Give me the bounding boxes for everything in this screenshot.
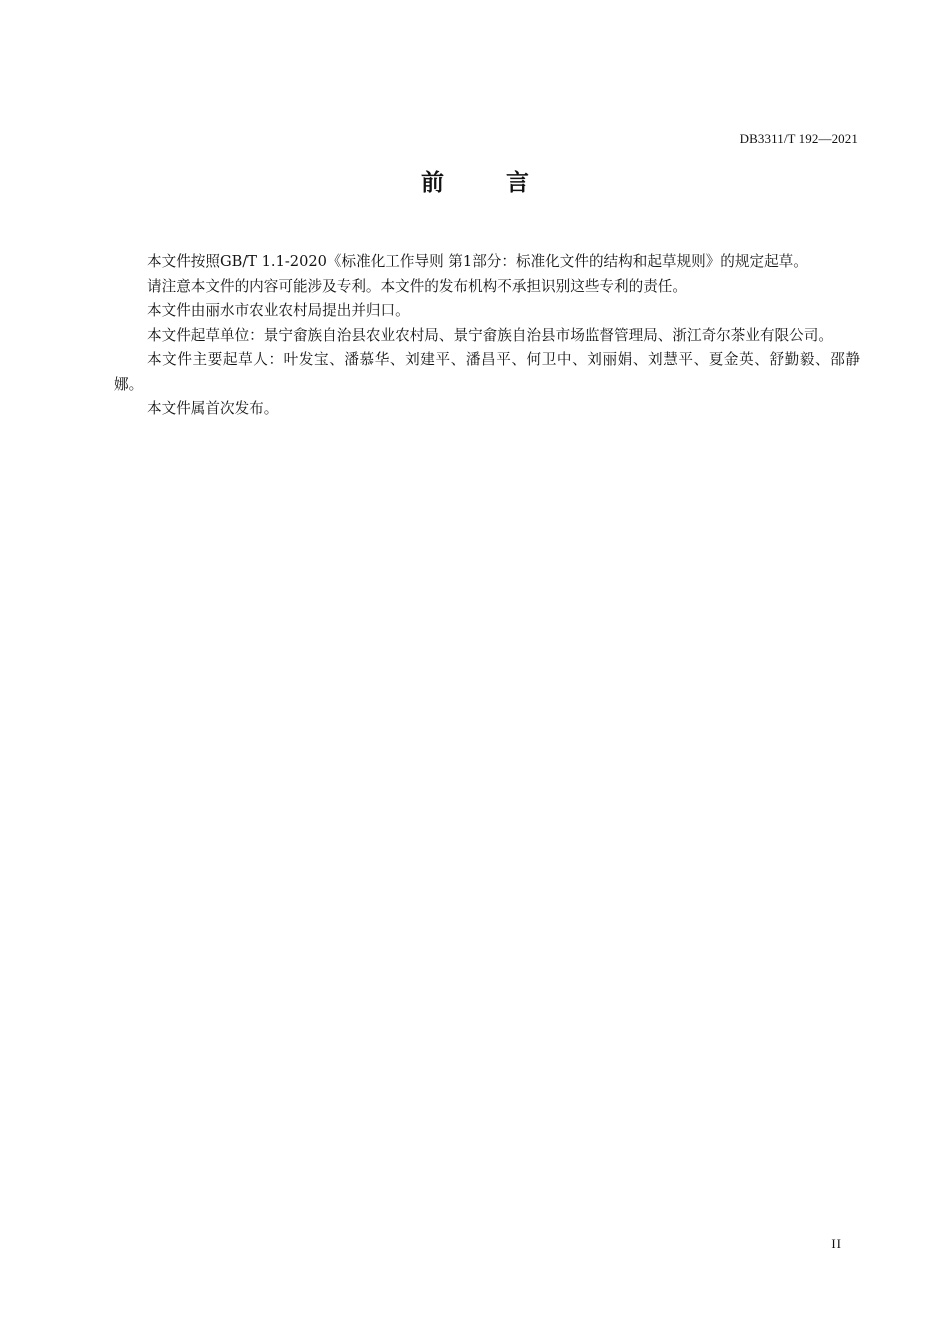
paragraph-first-release: 本文件属首次发布。 <box>147 400 279 417</box>
paragraph-proposer: 本文件由丽水市农业农村局提出并归口。 <box>147 302 410 319</box>
page-title: 前言 <box>421 170 591 196</box>
paragraph-drafting-rules: 本文件按照GB/T 1.1-2020《标准化工作导则 第1部分：标准化文件的结构和起草规则》的规定起草。 <box>147 253 808 270</box>
paragraph-drafting-units: 本文件起草单位：景宁畲族自治县农业农村局、景宁畲族自治县市场监督管理局、浙江奇尔茶业有限公司。 <box>147 326 833 344</box>
paragraph-drafters: 本文件主要起草人：叶发宝、潘慕华、刘建平、潘昌平、何卫中、刘丽娟、刘慧平、夏金英、舒勤毅、邵静娜。 <box>114 351 860 393</box>
page-number: II <box>831 1236 842 1251</box>
document-body <box>114 250 860 422</box>
document-code: DB3311/T 192—2021 <box>739 131 858 146</box>
paragraph-patent-notice: 请注意本文件的内容可能涉及专利。本文件的发布机构不承担识别这些专利的责任。 <box>147 277 687 295</box>
